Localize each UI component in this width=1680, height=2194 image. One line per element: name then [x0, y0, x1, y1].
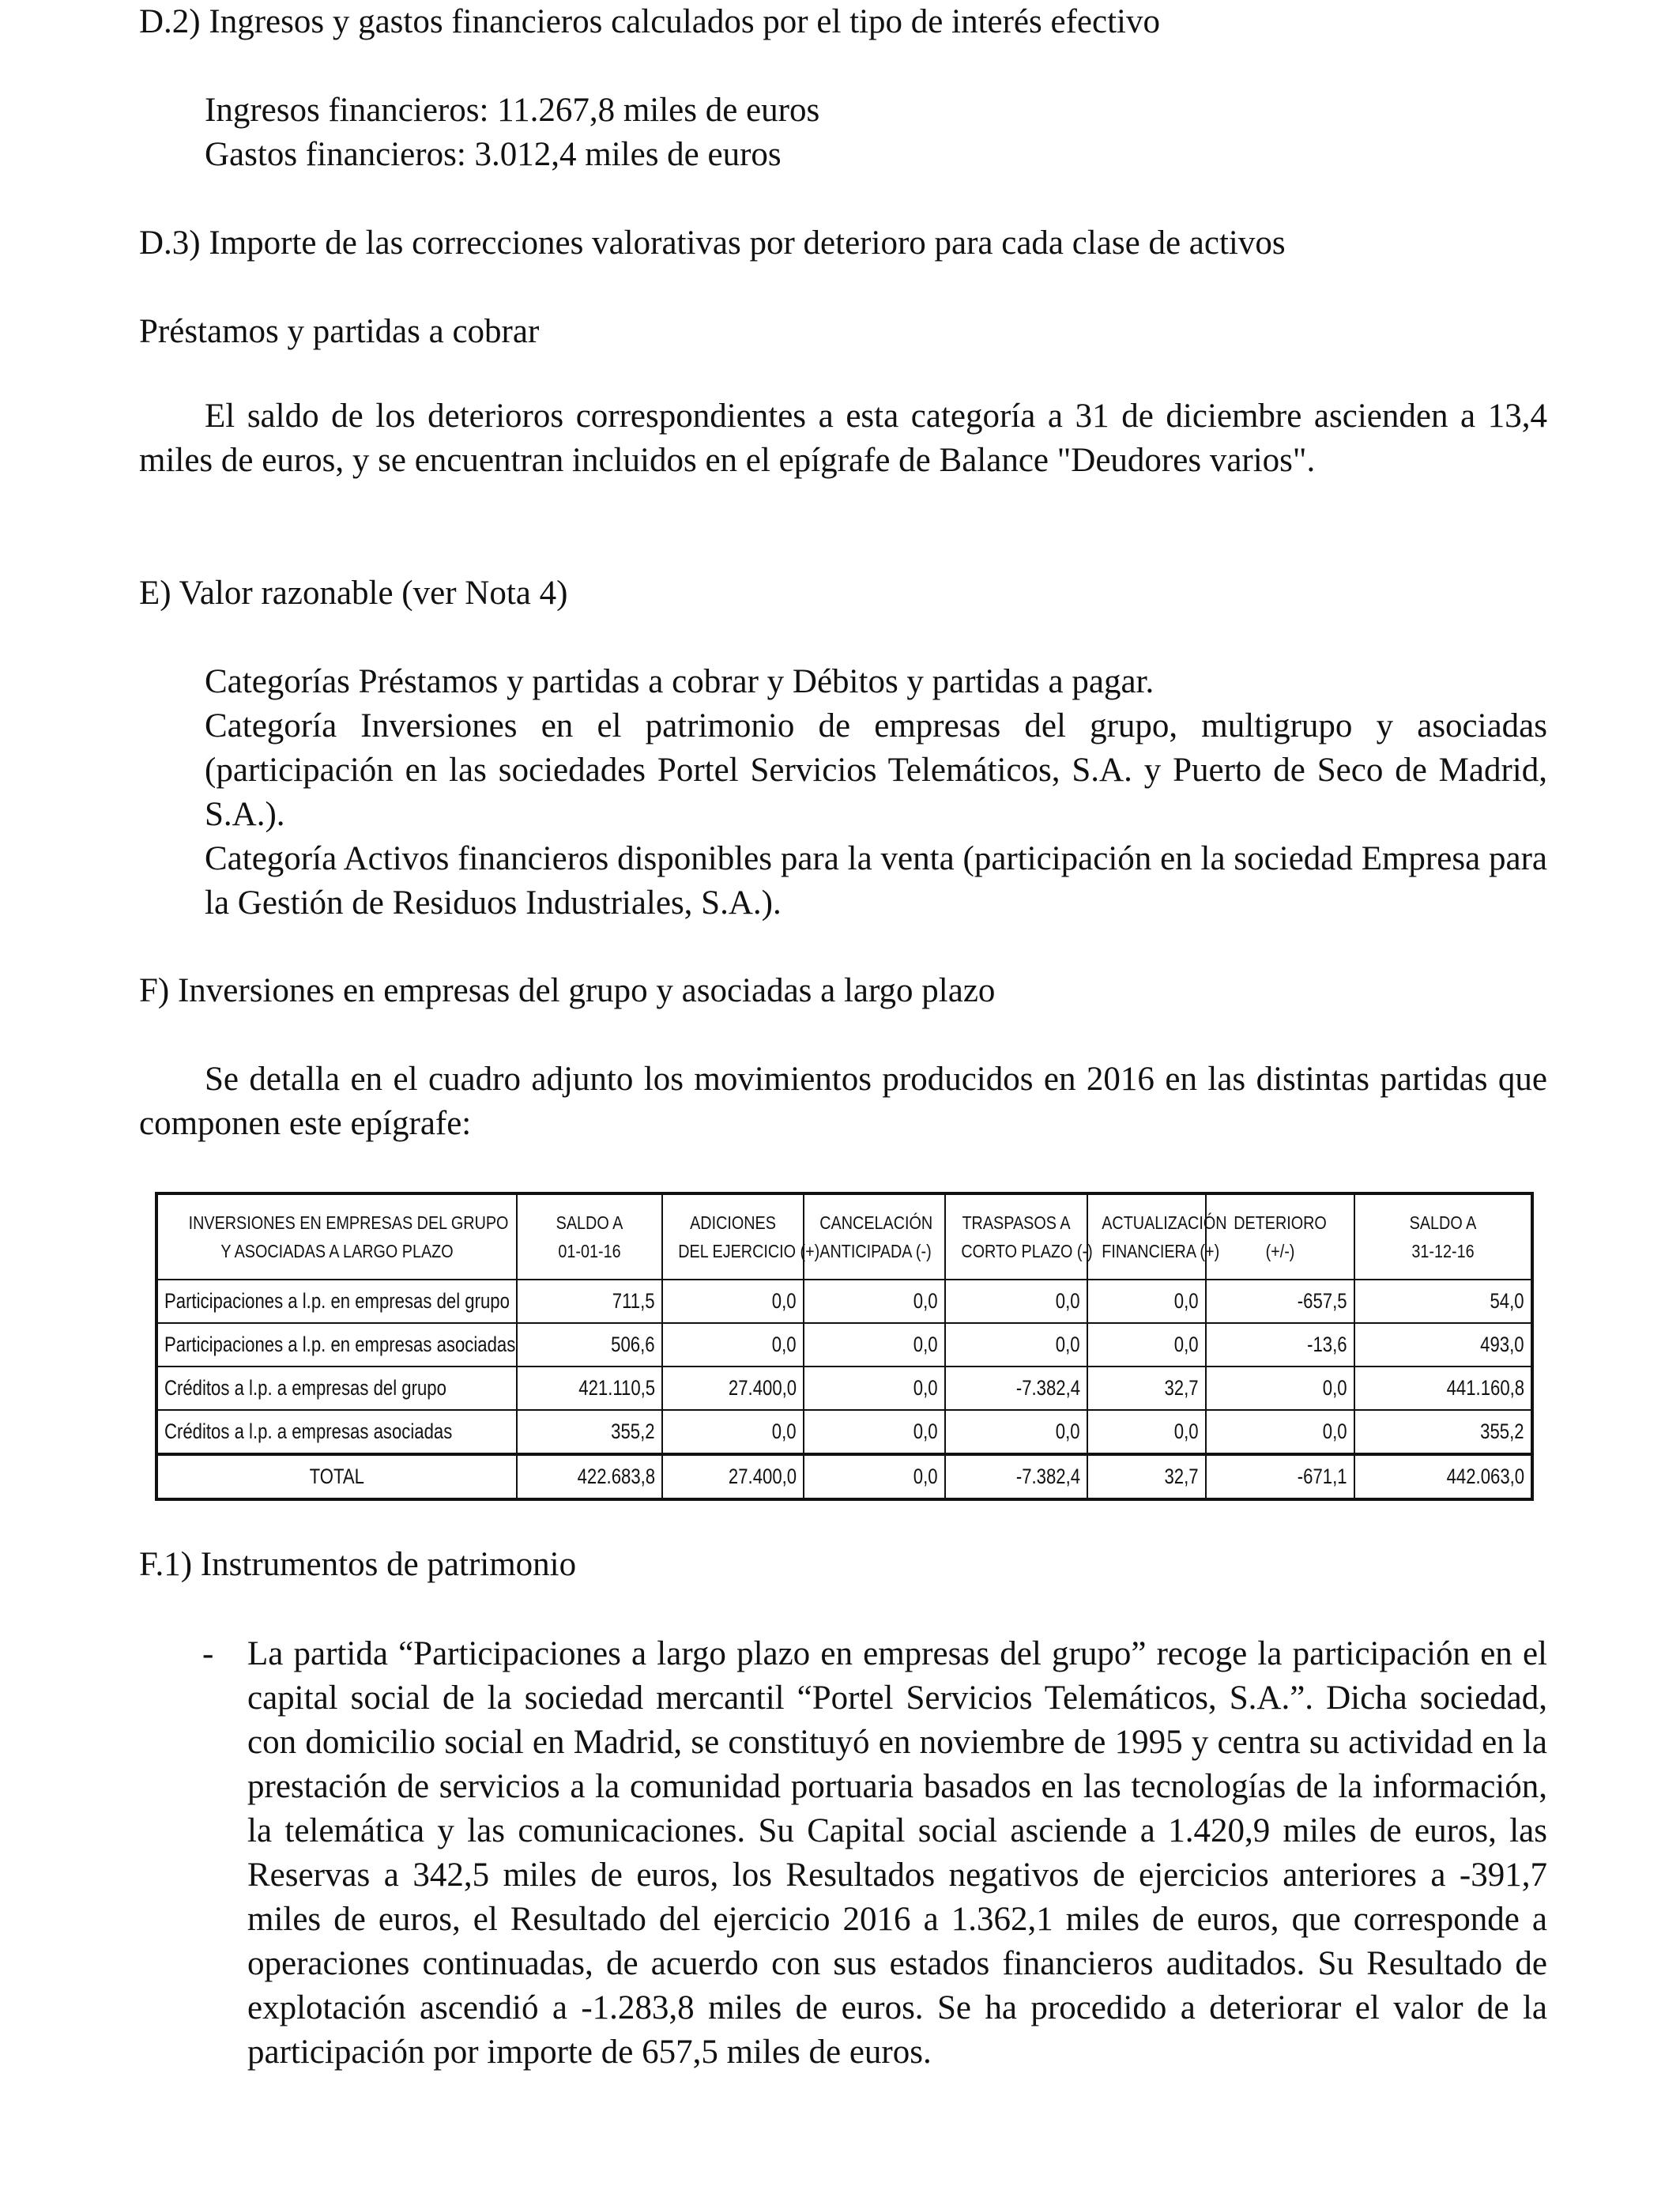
cell-deterioro: -13,6 [1206, 1323, 1354, 1367]
table-row [156, 1323, 1532, 1367]
header-deterioro: DETERIORO (+/-) [1206, 1193, 1354, 1280]
total-deterioro: -671,1 [1206, 1454, 1354, 1499]
cell-adiciones: 27.400,0 [662, 1367, 804, 1410]
cell-cancelacion: 0,0 [804, 1280, 945, 1323]
bullet-marker: - [202, 1635, 214, 1672]
section-heading-d3: D.3) Importe de las correcciones valorativas por deterioro para cada clase de activos [139, 224, 1286, 262]
cell-saldo-final: 493,0 [1354, 1323, 1532, 1367]
table-row [156, 1367, 1532, 1410]
cell-saldo-inicial: 506,6 [517, 1323, 662, 1367]
cell-saldo-inicial: 355,2 [517, 1410, 662, 1454]
cell-actualizacion: 0,0 [1087, 1280, 1206, 1323]
categoria-activos-paragraph: Categoría Activos financieros disponibles para la venta (participación en la sociedad Empresa para la Gestión de Residuos Industriales, S.A.). [205, 840, 1547, 922]
cell-traspasos: 0,0 [945, 1410, 1087, 1454]
cell-cancelacion: 0,0 [804, 1410, 945, 1454]
row-label: Participaciones a l.p. en empresas del grupo [156, 1280, 517, 1323]
cell-actualizacion: 32,7 [1087, 1367, 1206, 1410]
portel-participacion-paragraph: La partida “Participaciones a largo plazo en empresas del grupo” recoge la participación en el capital social de la sociedad mercantil “Portel Servicios Telemáticos, S.A.”. Dicha sociedad, con domicilio social en Madrid, se constituyó en noviembre de 1995 y centra su actividad en la prestación de servicios a la comunidad portuaria basados en las tecnologías de la información, la telemática y las comunicaciones. Su Capital social asciende a 1.420,9 miles de euros, las Reservas a 342,5 miles de euros, los Resultados negativos de ejercicios anteriores a -391,7 miles de euros, el Resultado del ejercicio 2016 a 1.362,1 miles de euros, que corresponde a operaciones continuadas, de acuerdo con sus estados financieros auditados. Su Resultado de explotación ascendió a -1.283,8 miles de euros. Se ha procedido a deteriorar el valor de la participación por importe de 657,5 miles de euros. [247, 1635, 1547, 2071]
header-cancelacion: CANCELACIÓN ANTICIPADA (-) [804, 1193, 945, 1280]
cell-saldo-final: 441.160,8 [1354, 1367, 1532, 1410]
cell-saldo-inicial: 711,5 [517, 1280, 662, 1323]
total-adiciones: 27.400,0 [662, 1454, 804, 1499]
inversiones-table-container [155, 1192, 1531, 1501]
total-actualizacion: 32,7 [1087, 1454, 1206, 1499]
total-label: TOTAL [156, 1454, 517, 1499]
cell-adiciones: 0,0 [662, 1410, 804, 1454]
cell-actualizacion: 0,0 [1087, 1323, 1206, 1367]
total-traspasos: -7.382,4 [945, 1454, 1087, 1499]
cell-adiciones: 0,0 [662, 1323, 804, 1367]
cell-traspasos: 0,0 [945, 1280, 1087, 1323]
subheading-prestamos: Préstamos y partidas a cobrar [139, 313, 540, 350]
header-traspasos: TRASPASOS A CORTO PLAZO (-) [945, 1193, 1087, 1280]
section-heading-e: E) Valor razonable (ver Nota 4) [139, 575, 568, 612]
section-heading-f1: F.1) Instrumentos de patrimonio [139, 1546, 577, 1583]
table-row [156, 1280, 1532, 1323]
header-adiciones: ADICIONES DEL EJERCICIO (+) [662, 1193, 804, 1280]
ingresos-financieros-line: Ingresos financieros: 11.267,8 miles de euros [205, 92, 820, 129]
movimientos-intro-paragraph: Se detalla en el cuadro adjunto los movimientos producidos en 2016 en las distintas partidas que componen este epígrafe: [139, 1061, 1547, 1142]
table-total-row [156, 1454, 1532, 1499]
total-cancelacion: 0,0 [804, 1454, 945, 1499]
cell-traspasos: 0,0 [945, 1323, 1087, 1367]
saldo-deterioros-paragraph: El saldo de los deterioros correspondientes a esta categoría a 31 de diciembre ascienden a 13,4 miles de euros, y se encuentran incluidos en el epígrafe de Balance "Deudores varios". [139, 398, 1547, 479]
cell-adiciones: 0,0 [662, 1280, 804, 1323]
total-saldo-final: 442.063,0 [1354, 1454, 1532, 1499]
cell-saldo-final: 54,0 [1354, 1280, 1532, 1323]
section-heading-d2: D.2) Ingresos y gastos financieros calculados por el tipo de interés efectivo [139, 3, 1160, 40]
cell-cancelacion: 0,0 [804, 1323, 945, 1367]
cell-traspasos: -7.382,4 [945, 1367, 1087, 1410]
row-label: Participaciones a l.p. en empresas asociadas [156, 1323, 517, 1367]
cell-deterioro: 0,0 [1206, 1367, 1354, 1410]
cell-deterioro: 0,0 [1206, 1410, 1354, 1454]
inversiones-table [155, 1192, 1534, 1501]
cell-deterioro: -657,5 [1206, 1280, 1354, 1323]
cell-cancelacion: 0,0 [804, 1367, 945, 1410]
categoria-prestamos-line: Categorías Préstamos y partidas a cobrar y Débitos y partidas a pagar. [205, 663, 1155, 700]
cell-actualizacion: 0,0 [1087, 1410, 1206, 1454]
header-concepto: INVERSIONES EN EMPRESAS DEL GRUPO Y ASOCIADAS A LARGO PLAZO [156, 1193, 517, 1280]
section-heading-f: F) Inversiones en empresas del grupo y asociadas a largo plazo [139, 972, 996, 1009]
header-saldo-inicial: SALDO A 01-01-16 [517, 1193, 662, 1280]
table-header-row [156, 1193, 1532, 1280]
total-saldo-inicial: 422.683,8 [517, 1454, 662, 1499]
header-actualizacion: ACTUALIZACIÓN FINANCIERA (+) [1087, 1193, 1206, 1280]
cell-saldo-final: 355,2 [1354, 1410, 1532, 1454]
gastos-financieros-line: Gastos financieros: 3.012,4 miles de euros [205, 136, 782, 173]
table-row [156, 1410, 1532, 1454]
categoria-inversiones-paragraph: Categoría Inversiones en el patrimonio de empresas del grupo, multigrupo y asociadas (participación en las sociedades Portel Servicios Telemáticos, S.A. y Puerto de Seco de Madrid, S.A.). [205, 707, 1547, 833]
row-label: Créditos a l.p. a empresas del grupo [156, 1367, 517, 1410]
header-saldo-final: SALDO A 31-12-16 [1354, 1193, 1532, 1280]
cell-saldo-inicial: 421.110,5 [517, 1367, 662, 1410]
row-label: Créditos a l.p. a empresas asociadas [156, 1410, 517, 1454]
